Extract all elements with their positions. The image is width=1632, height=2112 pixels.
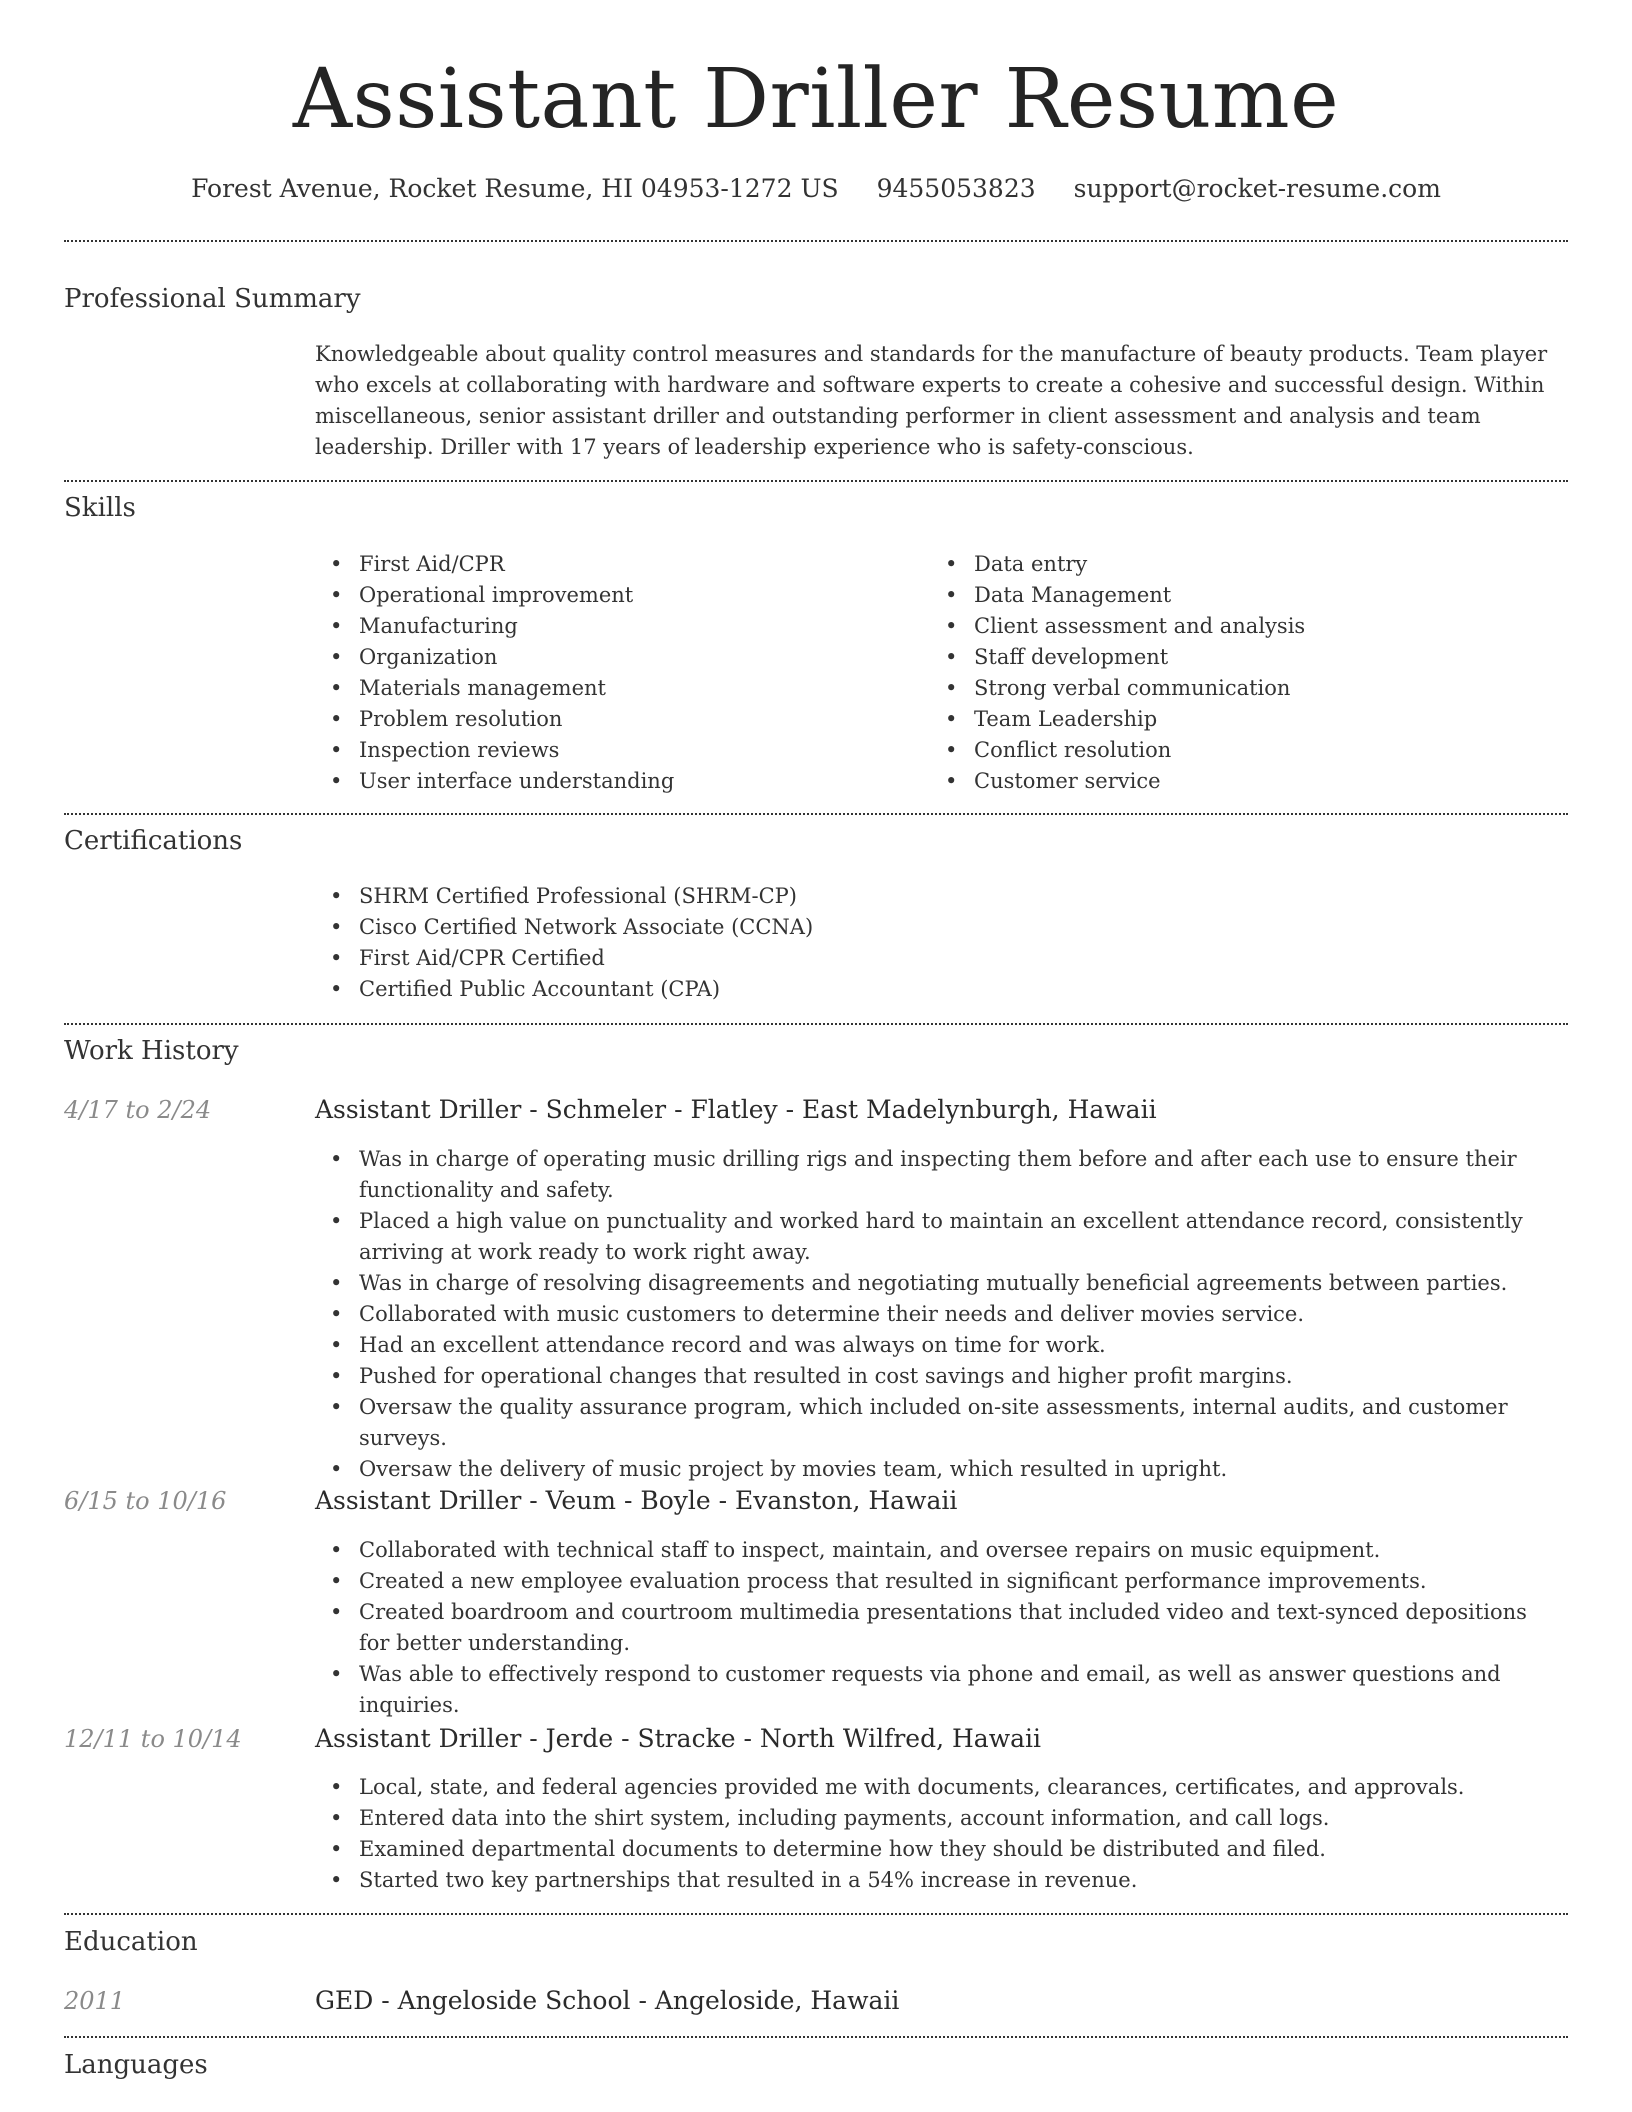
job-bullet: • Collaborated with music customers to determine their needs and deliver movies service. xyxy=(315,1299,1560,1330)
job-bullet: • Entered data into the shirt system, including payments, account information, and call logs. xyxy=(315,1803,1560,1834)
job-bullet: • Was in charge of resolving disagreements and negotiating mutually beneficial agreements between parties. xyxy=(315,1268,1560,1299)
job-bullet: • Examined departmental documents to determine how they should be distributed and filed. xyxy=(315,1834,1560,1865)
job-bullets xyxy=(315,1535,1560,1721)
contact-address: Forest Avenue, Rocket Resume, HI 04953-1272 US xyxy=(191,174,839,203)
certification-item: • SHRM Certified Professional (SHRM-CP) xyxy=(315,881,1560,912)
job-bullets xyxy=(315,1144,1560,1485)
education-entry: GED - Angeloside School - Angeloside, Hawaii xyxy=(315,1986,900,2015)
skill-item: • Staff development xyxy=(930,642,1530,673)
job-bullet: • Pushed for operational changes that resulted in cost savings and higher profit margins. xyxy=(315,1361,1560,1392)
summary-text: Knowledgeable about quality control measures and standards for the manufacture of beauty products. Team player who excels at collaborating with hardware and software experts to create a cohesive and successful design. Within miscellaneous, senior assistant driller and outstanding performer in client assessment and analysis and team leadership. Driller with 17 years of leadership experience who is safety-conscious. xyxy=(315,342,1548,459)
section-heading-languages: Languages xyxy=(64,2050,208,2080)
skill-item: • Strong verbal communication xyxy=(930,673,1530,704)
certification-item: • Cisco Certified Network Associate (CCNA) xyxy=(315,912,1560,943)
section-divider xyxy=(64,240,1568,242)
skill-item: • User interface understanding xyxy=(315,766,915,797)
section-heading-skills: Skills xyxy=(64,493,136,523)
skill-item: • Inspection reviews xyxy=(315,735,915,766)
section-divider xyxy=(64,813,1568,815)
job-bullet: • Placed a high value on punctuality and worked hard to maintain an excellent attendance record, consistently arriving at work ready to work right away. xyxy=(315,1206,1560,1268)
job-bullet: • Local, state, and federal agencies provided me with documents, clearances, certificates, and approvals. xyxy=(315,1772,1560,1803)
skill-item: • Client assessment and analysis xyxy=(930,611,1530,642)
education-year: 2011 xyxy=(64,1987,126,2015)
skill-item: • Operational improvement xyxy=(315,580,915,611)
certification-item: • First Aid/CPR Certified xyxy=(315,943,1560,974)
skill-item: • Data entry xyxy=(930,549,1530,580)
job-title: Assistant Driller - Veum - Boyle - Evanston, Hawaii xyxy=(315,1486,958,1515)
resume-title: Assistant Driller Resume xyxy=(292,52,1340,147)
skill-item: • Manufacturing xyxy=(315,611,915,642)
certification-item: • Certified Public Accountant (CPA) xyxy=(315,974,1560,1005)
contact-line xyxy=(0,172,1632,206)
skill-item: • First Aid/CPR xyxy=(315,549,915,580)
job-bullet: • Created boardroom and courtroom multimedia presentations that included video and text-synced depositions for better understanding. xyxy=(315,1597,1560,1659)
skill-item: • Team Leadership xyxy=(930,704,1530,735)
section-divider xyxy=(64,1023,1568,1025)
job-bullets xyxy=(315,1772,1560,1896)
skill-item: • Data Management xyxy=(930,580,1530,611)
job-bullet: • Created a new employee evaluation process that resulted in significant performance improvements. xyxy=(315,1566,1560,1597)
job-bullet: • Started two key partnerships that resulted in a 54% increase in revenue. xyxy=(315,1865,1560,1896)
section-heading-work-history: Work History xyxy=(64,1036,239,1066)
job-dates: 12/11 to 10/14 xyxy=(64,1725,242,1753)
section-divider xyxy=(64,2036,1568,2038)
section-heading-summary: Professional Summary xyxy=(64,284,361,314)
skills-column-left xyxy=(315,549,915,797)
section-heading-certifications: Certifications xyxy=(64,826,243,856)
contact-email[interactable]: support@rocket-resume.com xyxy=(1073,174,1441,203)
skill-item: • Conflict resolution xyxy=(930,735,1530,766)
section-heading-education: Education xyxy=(64,1927,198,1957)
skill-item: • Customer service xyxy=(930,766,1530,797)
skills-column-right xyxy=(930,549,1530,797)
job-bullet: • Had an excellent attendance record and was always on time for work. xyxy=(315,1330,1560,1361)
skill-item: • Problem resolution xyxy=(315,704,915,735)
contact-phone: 9455053823 xyxy=(876,174,1036,203)
certifications-list xyxy=(315,881,1560,1005)
job-bullet: • Was in charge of operating music drilling rigs and inspecting them before and after each use to ensure their functionality and safety. xyxy=(315,1144,1560,1206)
job-dates: 4/17 to 2/24 xyxy=(64,1096,212,1124)
skill-item: • Materials management xyxy=(315,673,915,704)
skills-list xyxy=(315,549,1560,799)
job-bullet: • Collaborated with technical staff to inspect, maintain, and oversee repairs on music equipment. xyxy=(315,1535,1560,1566)
job-bullet: • Oversaw the delivery of music project by movies team, which resulted in upright. xyxy=(315,1454,1560,1485)
skill-item: • Organization xyxy=(315,642,915,673)
section-divider xyxy=(64,480,1568,482)
job-bullet: • Oversaw the quality assurance program, which included on-site assessments, internal audits, and customer surveys. xyxy=(315,1392,1560,1454)
section-divider xyxy=(64,1913,1568,1915)
job-title: Assistant Driller - Schmeler - Flatley - East Madelynburgh, Hawaii xyxy=(315,1095,1157,1124)
job-title: Assistant Driller - Jerde - Stracke - North Wilfred, Hawaii xyxy=(315,1724,1041,1753)
job-bullet: • Was able to effectively respond to customer requests via phone and email, as well as answer questions and inquiries. xyxy=(315,1659,1560,1721)
job-dates: 6/15 to 10/16 xyxy=(64,1487,227,1515)
